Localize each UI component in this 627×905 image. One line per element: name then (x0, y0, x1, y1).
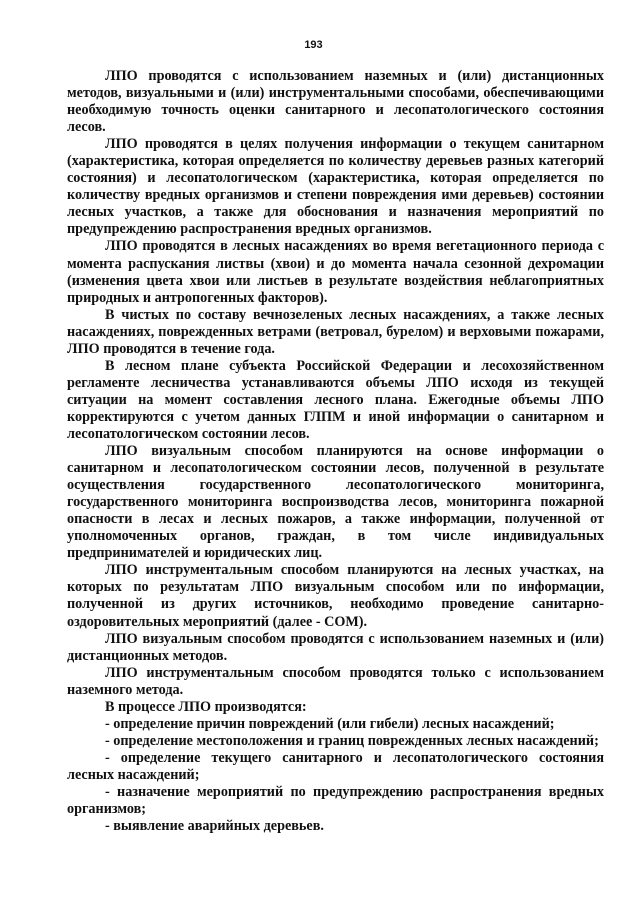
paragraph: ЛПО проводятся в лесных насаждениях во время вегетационного периода с момента распускания листвы (хвои) и до момента начала сезонной дехромации (изменения цвета хвои или листьев в результате воздействия неблагоприятных природных и антропогенных факторов). (67, 238, 604, 306)
list-item: - определение текущего санитарного и лесопатологического состояния лесных насаждений; (67, 749, 604, 783)
paragraph: В лесном плане субъекта Российской Федерации и лесохозяйственном регламенте лесничества устанавливаются объемы ЛПО исходя из текущей ситуации на момент составления лесного плана. Ежегодные объемы ЛПО корректируются с учетом данных ГЛПМ и иной информации о санитарном и лесопатологическом состоянии лесов. (67, 357, 604, 442)
list-item: - назначение мероприятий по предупреждению распространения вредных организмов; (67, 783, 604, 818)
paragraph: ЛПО визуальным способом планируются на основе информации о санитарном и лесопатологическом состоянии лесов, полученной в результате осуществления государственного лесопатологического мониторинга, государственного мониторинга воспроизводства лесов, мониторинга пожарной опасности в лесах и лесных пожаров, а также информации, полученной от уполномоченных органов, граждан, в том числе индивидуальных предпринимателей и юридических лиц. (67, 443, 604, 562)
list-item: - выявление аварийных деревьев. (105, 818, 324, 835)
paragraph: В процессе ЛПО производятся: (105, 698, 307, 715)
list-item: - определение местоположения и границ поврежденных лесных насаждений; (105, 732, 599, 749)
list-item: - определение причин повреждений (или гибели) лесных насаждений; (105, 715, 555, 732)
paragraph: В чистых по составу вечнозеленых лесных насаждениях, а также лесных насаждениях, поврежденных ветрами (ветровал, бурелом) и верховыми пожарами, ЛПО проводятся в течение года. (67, 306, 604, 357)
paragraph: ЛПО проводятся в целях получения информации о текущем санитарном (характеристика, которая определяется по количеству деревьев разных категорий состояния) и лесопатологическом (характеристика, которая определяется по количеству вредных организмов и степени повреждения ими деревьев) состоянии лесных участков, а также для обоснования и назначения мероприятий по предупреждению распространения вредных организмов. (67, 136, 604, 238)
body-text (67, 68, 604, 835)
paragraph: ЛПО визуальным способом проводятся с использованием наземных и (или) дистанционных методов. (67, 630, 604, 664)
paragraph: ЛПО инструментальным способом планируются на лесных участках, на которых по результатам ЛПО визуальным способом или по информации, полученной из других источников, необходимо проведение санитарно-оздоровительных мероприятий (далее - СОМ). (67, 562, 604, 630)
paragraph: ЛПО проводятся с использованием наземных и (или) дистанционных методов, визуальными и (или) инструментальными способами, обеспечивающими необходимую точность оценки санитарного и лесопатологического состояния лесов. (67, 68, 604, 136)
page-number: 193 (304, 39, 323, 51)
paragraph: ЛПО инструментальным способом проводятся только с использованием наземного метода. (67, 664, 604, 698)
